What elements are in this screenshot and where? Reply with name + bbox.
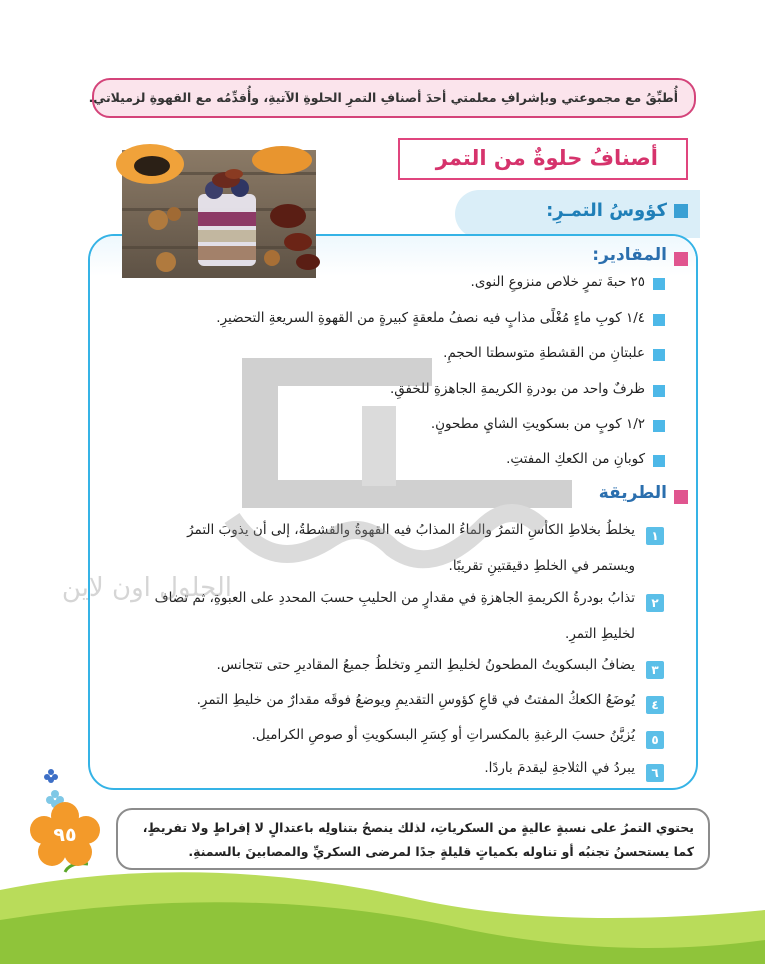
step-number-badge: ٥ <box>646 731 664 749</box>
dessert-photo <box>122 150 316 278</box>
method-bullet-icon <box>674 490 688 504</box>
small-flower-icon <box>44 768 58 782</box>
step-number-badge: ٢ <box>646 594 664 612</box>
step-number-badge: ٤ <box>646 696 664 714</box>
method-title: الطريقة <box>598 483 667 503</box>
ingredients-title: المقادير: <box>592 245 667 265</box>
ingredients-bullet-icon <box>674 252 688 266</box>
instruction-text: أُطبِّقُ مع مجموعتي وبإشرافِ معلمتي أحدَ أصنافِ التمرِ الحلوةِ الآتيةِ، وأُقدِّمُه مع القهوةِ لزميلاتي. <box>88 90 678 105</box>
page-number: ٩٥ <box>53 824 77 846</box>
step-text: يخلطُ بخلاطِ الكأسِ التمرُ والماءُ المذابُ فيه القهوةُ والقشطةُ، إلى أن يذوبَ التمرُ <box>187 522 635 538</box>
note-line: يحتوي التمرُ على نسبةٍ عاليةٍ من السكرياتِ، لذلك ينصحُ بتناولِه باعتدالٍ لا إفراطٍ ولا تفريطٍ، <box>142 820 694 835</box>
note-line: كما يستحسنُ تجنبُه أو تناوله بكمياتٍ قليلةٍ جدًا لمرضى السكريِّ والمصابينَ بالسمنةِ. <box>188 844 694 859</box>
instruction-banner <box>88 78 696 118</box>
page-title: أصنافُ حلوةٌ من التمر <box>435 146 658 170</box>
watermark-text: الحلول اون لاين <box>61 573 232 603</box>
step-text: يبردُ في الثلاجةِ ليقدمَ باردًا. <box>484 760 635 776</box>
step-number-badge: ٣ <box>646 661 664 679</box>
step-text: لخليطِ التمرِ. <box>565 626 635 642</box>
ingredient-bullet-icon <box>653 349 665 361</box>
step-number-badge: ٦ <box>646 764 664 782</box>
ingredient-bullet-icon <box>653 455 665 467</box>
subheading-label: كؤوسُ التمـرِ: <box>546 200 667 221</box>
ingredient-bullet-icon <box>653 385 665 397</box>
step-text: ويستمر في الخلطِ دقيقتينِ تقريبًا. <box>448 558 635 574</box>
ground-decoration <box>0 860 765 964</box>
step-text: يُزيَّنُ حسبَ الرغبةِ بالمكسراتِ أو كِسَرِ البسكويتِ أو صوصِ الكراميل. <box>251 727 635 743</box>
page-title-box <box>398 138 688 180</box>
step-number-badge: ١ <box>646 527 664 545</box>
step-text: يُوضَعُ الكعكُ المفتتُ في قاعِ كؤوسِ التقديمِ ويوضعُ فوقَه مقدارٌ من خليطِ التمرِ. <box>196 692 635 708</box>
ingredient-bullet-icon <box>653 278 665 290</box>
subheading-bullet-icon <box>674 204 688 218</box>
step-text: يضافُ البسكويتُ المطحونُ لخليطِ التمرِ وتخلطُ جميعُ المقاديرِ حتى تتجانس. <box>216 657 635 673</box>
step-text: تذابُ بودرةُ الكريمةِ الجاهزةِ في مقدارٍ من الحليبِ حسبَ المحددِ على العبوةِ، ثم تضاف <box>154 590 635 606</box>
ingredient-bullet-icon <box>653 314 665 326</box>
ingredient-bullet-icon <box>653 420 665 432</box>
